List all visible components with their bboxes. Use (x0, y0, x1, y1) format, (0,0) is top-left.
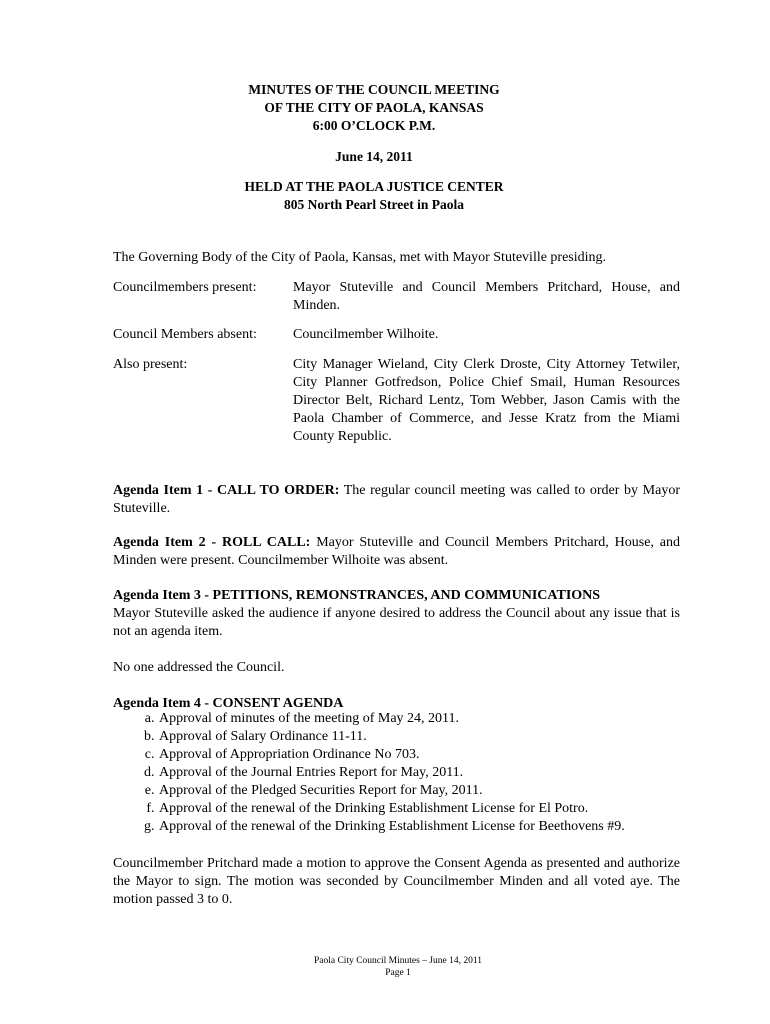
location-line-2: 805 North Pearl Street in Paola (283, 197, 465, 212)
footer-page-number: Page 1 (385, 968, 411, 978)
consent-agenda-list (113, 710, 678, 836)
consent-motion-paragraph: Councilmember Pritchard made a motion to approve the Consent Agenda as presented and authorize the Mayor to sign. The motion was seconded by Councilmember Minden and all voted aye. The motion passed 3 to 0. (113, 856, 680, 907)
also-present-value: City Manager Wieland, City Clerk Droste, City Attorney Tetwiler, City Planner Gotfredson, Police Chief Smail, Human Resources Director Belt, Richard Lentz, Tom Webber, Jason Camis with the Paola Chamber of Commerce, and Jesse Kratz from the Miami County Republic. (293, 357, 680, 444)
consent-item: d. Approval of the Journal Entries Report for May, 2011. (158, 764, 678, 782)
agenda-item-3-title: Agenda Item 3 - PETITIONS, REMONSTRANCES, AND COMMUNICATIONS (113, 588, 601, 603)
consent-item: a. Approval of minutes of the meeting of May 24, 2011. (158, 710, 678, 728)
agenda-item-1 (113, 482, 680, 518)
footer-title: Paola City Council Minutes – June 14, 2011 (313, 956, 482, 966)
present-value: Mayor Stuteville and Council Members Pritchard, House, and Minden. (293, 280, 680, 313)
title-line-1: MINUTES OF THE COUNCIL MEETING (248, 82, 500, 97)
consent-item: f. Approval of the renewal of the Drinking Establishment License for El Potro. (158, 800, 678, 818)
absent-value: Councilmember Wilhoite. (293, 327, 439, 342)
agenda-item-3-text: Mayor Stuteville asked the audience if anyone desired to address the Council about any issue that is not an agenda item. (113, 606, 680, 639)
location-line-1: HELD AT THE PAOLA JUSTICE CENTER (244, 179, 504, 194)
consent-item: b. Approval of Salary Ordinance 11-11. (158, 728, 678, 746)
present-label: Councilmembers present: (113, 280, 257, 295)
agenda-item-1-text: The regular council meeting was called to order by Mayor Stuteville. (113, 483, 680, 516)
intro-paragraph: The Governing Body of the City of Paola, Kansas, met with Mayor Stuteville presiding. (113, 250, 607, 265)
agenda-item-4-title: Agenda Item 4 - CONSENT AGENDA (113, 696, 344, 711)
agenda-item-3-followup: No one addressed the Council. (113, 660, 285, 675)
agenda-item-2-text: Mayor Stuteville and Council Members Pritchard, House, and Minden were present. Councilmember Wilhoite was absent. (113, 535, 680, 568)
meeting-date: June 14, 2011 (335, 149, 413, 164)
consent-item: c. Approval of Appropriation Ordinance No 703. (158, 746, 678, 764)
title-line-3: 6:00 O’CLOCK P.M. (312, 118, 436, 133)
agenda-item-3 (113, 587, 680, 641)
also-present-label: Also present: (113, 357, 188, 372)
consent-item: e. Approval of the Pledged Securities Report for May, 2011. (158, 782, 678, 800)
agenda-item-1-title: Agenda Item 1 - CALL TO ORDER: (113, 483, 340, 498)
absent-label: Council Members absent: (113, 327, 257, 342)
agenda-item-2 (113, 534, 680, 570)
consent-item: g. Approval of the renewal of the Drinking Establishment License for Beethovens #9. (158, 818, 678, 836)
title-line-2: OF THE CITY OF PAOLA, KANSAS (264, 100, 484, 115)
agenda-item-2-title: Agenda Item 2 - ROLL CALL: (113, 535, 311, 550)
